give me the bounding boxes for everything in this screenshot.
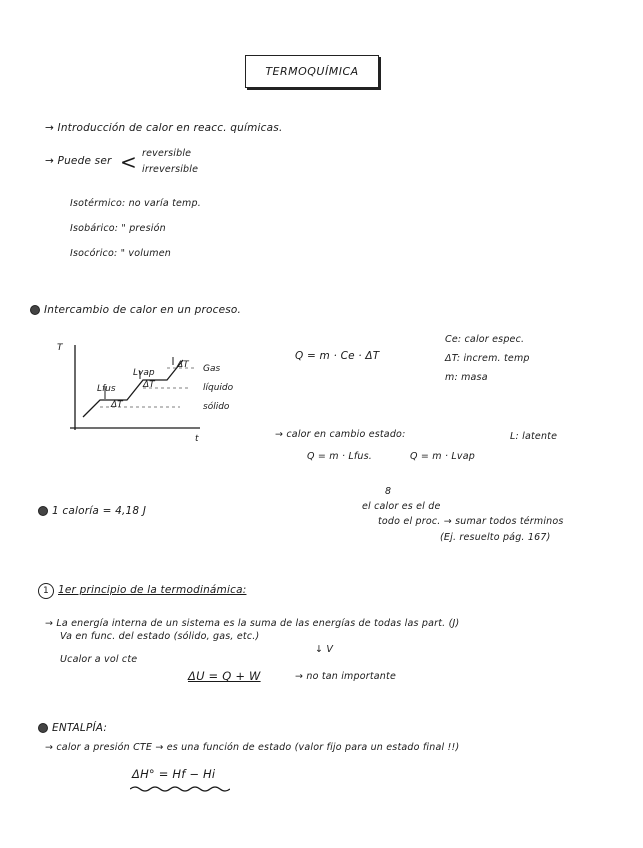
dt-label-3: ΔT	[177, 360, 189, 370]
principio-line-1: → La energía interna de un sistema es la suma de las energías de todas las part. (J)	[45, 618, 460, 629]
latente-def: L: latente	[510, 431, 558, 442]
reversible-label: reversible	[142, 148, 192, 159]
principio-heading: 1 1er principio de la termodinámica:	[38, 583, 246, 599]
principio-note: → no tan importante	[295, 671, 396, 682]
x-axis-label: t	[195, 434, 199, 444]
section-number: 1	[38, 583, 54, 599]
gas-label: Gas	[203, 364, 221, 374]
phase-change-graph	[55, 335, 255, 445]
caloria-note-2: todo el proc. → sumar todos términos	[378, 516, 564, 527]
caloria-marker: 8	[385, 486, 392, 497]
y-axis-label: T	[57, 343, 63, 353]
irreversible-label: irreversible	[142, 164, 199, 175]
caloria-note-3: (Ej. resuelto pág. 167)	[440, 532, 551, 543]
isobarico-line: Isobárico: " presión	[70, 223, 166, 234]
intro-line: → Introducción de calor en reacc. químicas.	[45, 122, 283, 134]
heat-formula: Q = m · Ce · ΔT	[295, 350, 380, 362]
lfus-label: Lfus	[97, 384, 116, 394]
isocorico-line: Isocórico: " volumen	[70, 248, 172, 259]
brace: <	[120, 150, 137, 174]
enthalpy-formula: ΔH° = Hf − Hi	[132, 767, 216, 781]
def-ce: Ce: calor espec.	[445, 334, 525, 345]
dt-label-2: ΔT	[143, 380, 155, 390]
entalpia-heading: ENTALPÍA:	[38, 722, 107, 735]
bullet-icon	[30, 305, 40, 315]
def-dt: ΔT: increm. temp	[445, 353, 530, 364]
dt-label-1: ΔT	[111, 400, 123, 410]
bullet-icon	[38, 723, 48, 733]
page-title: TERMOQUÍMICA	[245, 55, 379, 88]
entalpia-line-1: → calor a presión CTE → es una función de estado (valor fijo para un estado final !!)	[45, 742, 460, 753]
internal-energy-formula: ΔU = Q + W	[188, 669, 261, 683]
caloria-note-1: el calor es el de	[362, 501, 441, 512]
principio-arrow-v: ↓ V	[315, 644, 334, 655]
wavy-underline	[130, 785, 230, 793]
principio-line-2: Va en func. del estado (sólido, gas, etc.)	[60, 631, 260, 642]
principio-line-3: Ucalor a vol cte	[60, 654, 138, 665]
intercambio-heading: Intercambio de calor en un proceso.	[30, 304, 241, 317]
lvap-label: Lvap	[133, 368, 155, 378]
q-vap-formula: Q = m · Lvap	[410, 451, 475, 462]
isotermico-line: Isotérmico: no varía temp.	[70, 198, 201, 209]
solido-label: sólido	[203, 402, 230, 412]
cambio-estado-line: → calor en cambio estado:	[275, 429, 406, 440]
q-fus-formula: Q = m · Lfus.	[307, 451, 373, 462]
bullet-icon	[38, 506, 48, 516]
def-m: m: masa	[445, 372, 488, 383]
caloria-line: 1 caloría = 4,18 J	[38, 505, 146, 518]
puede-ser-label: → Puede ser	[45, 155, 112, 167]
liquido-label: líquido	[203, 383, 234, 393]
